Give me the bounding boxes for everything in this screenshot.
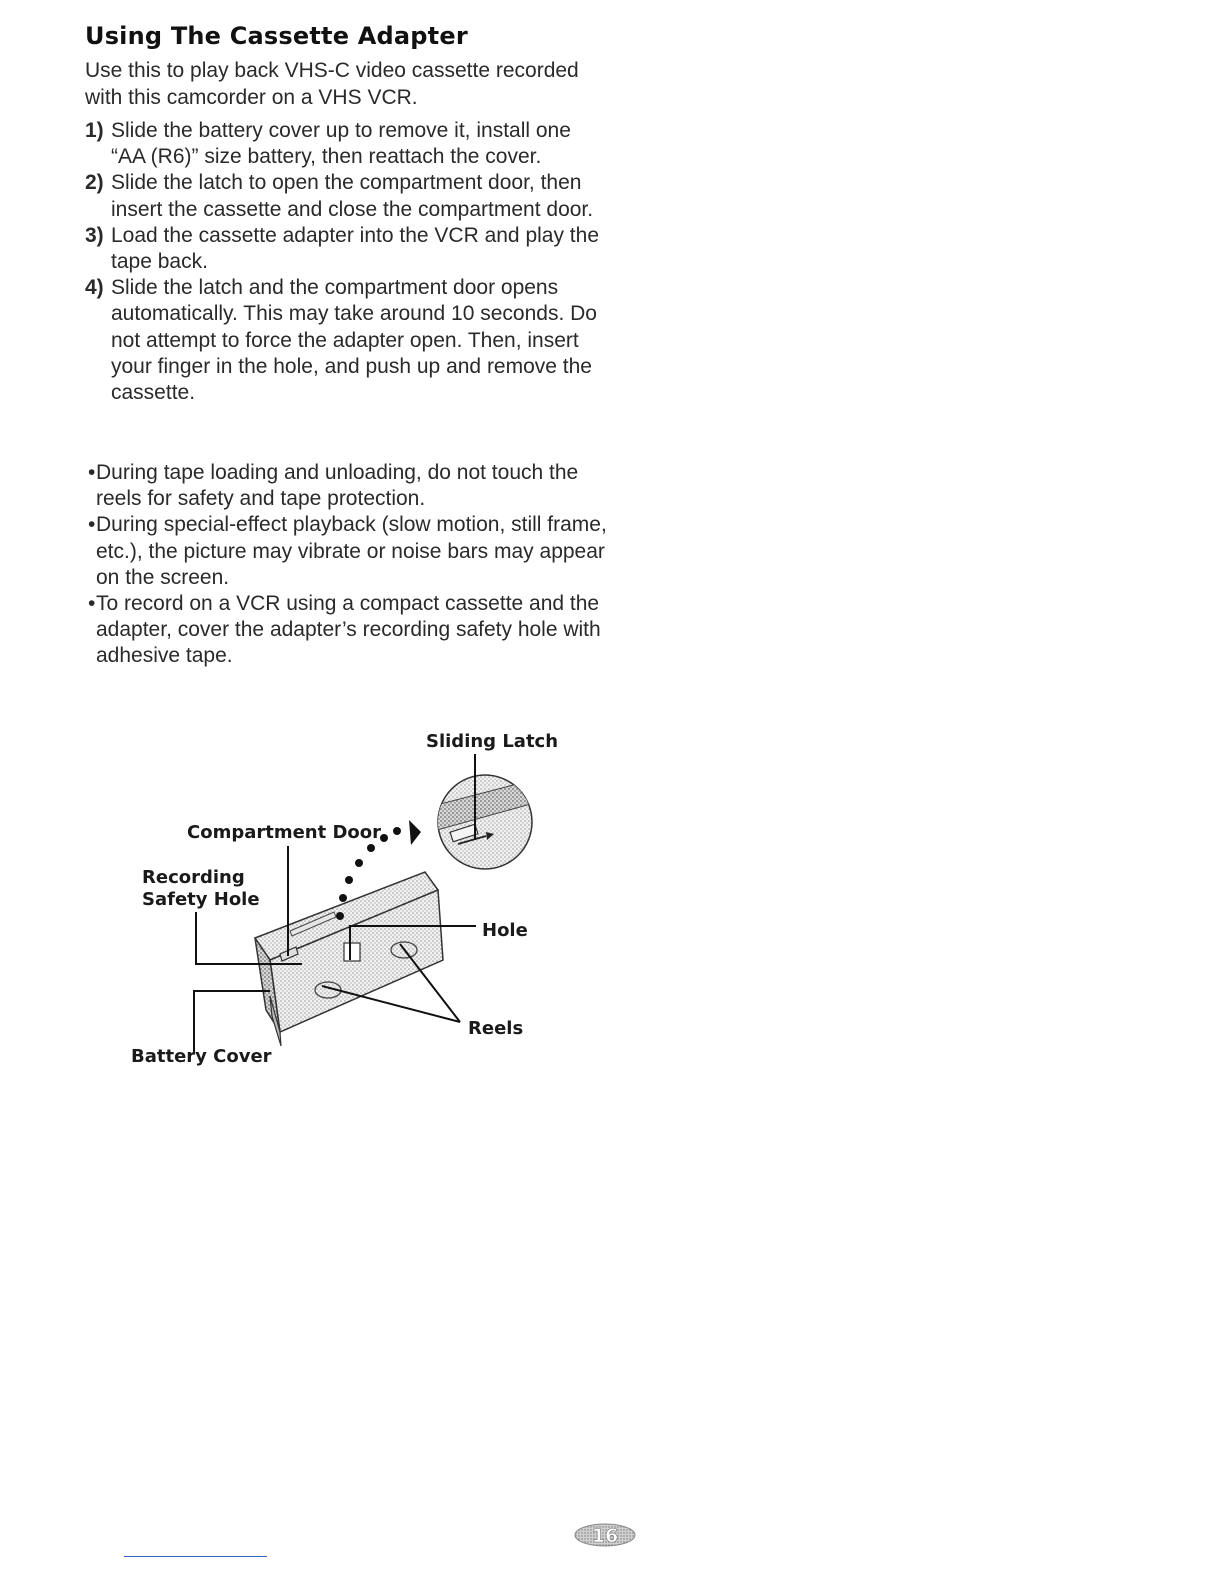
bullet-icon: • [88, 461, 96, 484]
step-text: Slide the latch to open the compartment door, then insert the cassette and close the compartment door. [111, 171, 594, 221]
page-number-badge [572, 1520, 638, 1550]
label-compartment-door: Compartment Door [187, 822, 382, 843]
battery-cover-pointer [194, 991, 270, 1052]
list-item [88, 512, 608, 591]
footer-divider [124, 1556, 267, 1557]
list-item [85, 223, 605, 275]
label-recording: Recording [142, 867, 245, 888]
page-number: 16 [591, 1525, 619, 1547]
label-battery-cover: Battery Cover [131, 1046, 272, 1067]
step-number: 2) [85, 171, 104, 195]
list-item [85, 118, 605, 170]
list-item [85, 170, 605, 222]
label-safety-hole: Safety Hole [142, 889, 260, 910]
step-number: 1) [85, 119, 104, 142]
list-item [88, 591, 608, 670]
step-text: Slide the latch and the compartment door opens automatically. This may take around 10 seconds. Do not attempt to force the adapter open. Then, insert your finger in the hole, and push up and remove the cassette. [111, 276, 597, 405]
cassette-adapter-diagram [120, 720, 600, 1080]
bullet-icon: • [88, 592, 96, 616]
step-text: Slide the battery cover up to remove it, install one “AA (R6)” size battery, then reattach the cover. [111, 119, 571, 169]
note-text: To record on a VCR using a compact cassette and the adapter, cover the adapter’s recording safety hole with adhesive tape. [96, 592, 601, 668]
notes-list [88, 460, 608, 670]
page-title: Using The Cassette Adapter [85, 22, 468, 50]
step-text: Load the cassette adapter into the VCR and play the tape back. [111, 223, 599, 274]
label-sliding-latch: Sliding Latch [426, 731, 559, 752]
step-number: 4) [85, 276, 104, 300]
note-text: During tape loading and unloading, do not touch the reels for safety and tape protection. [96, 461, 579, 511]
note-text: During special-effect playback (slow motion, still frame, etc.), the picture may vibrate or noise bars may appear on the screen. [96, 513, 607, 589]
step-number: 3) [85, 223, 104, 247]
list-item [85, 275, 605, 406]
bullet-icon: • [88, 513, 96, 537]
steps-list [85, 118, 605, 406]
label-reels: Reels [468, 1018, 524, 1039]
sliding-latch-zoom-illustration [425, 775, 545, 869]
intro-paragraph: Use this to play back VHS-C video cassette recorded with this camcorder on a VHS VCR. [85, 59, 579, 109]
label-hole: Hole [482, 920, 528, 941]
list-item [88, 460, 608, 512]
